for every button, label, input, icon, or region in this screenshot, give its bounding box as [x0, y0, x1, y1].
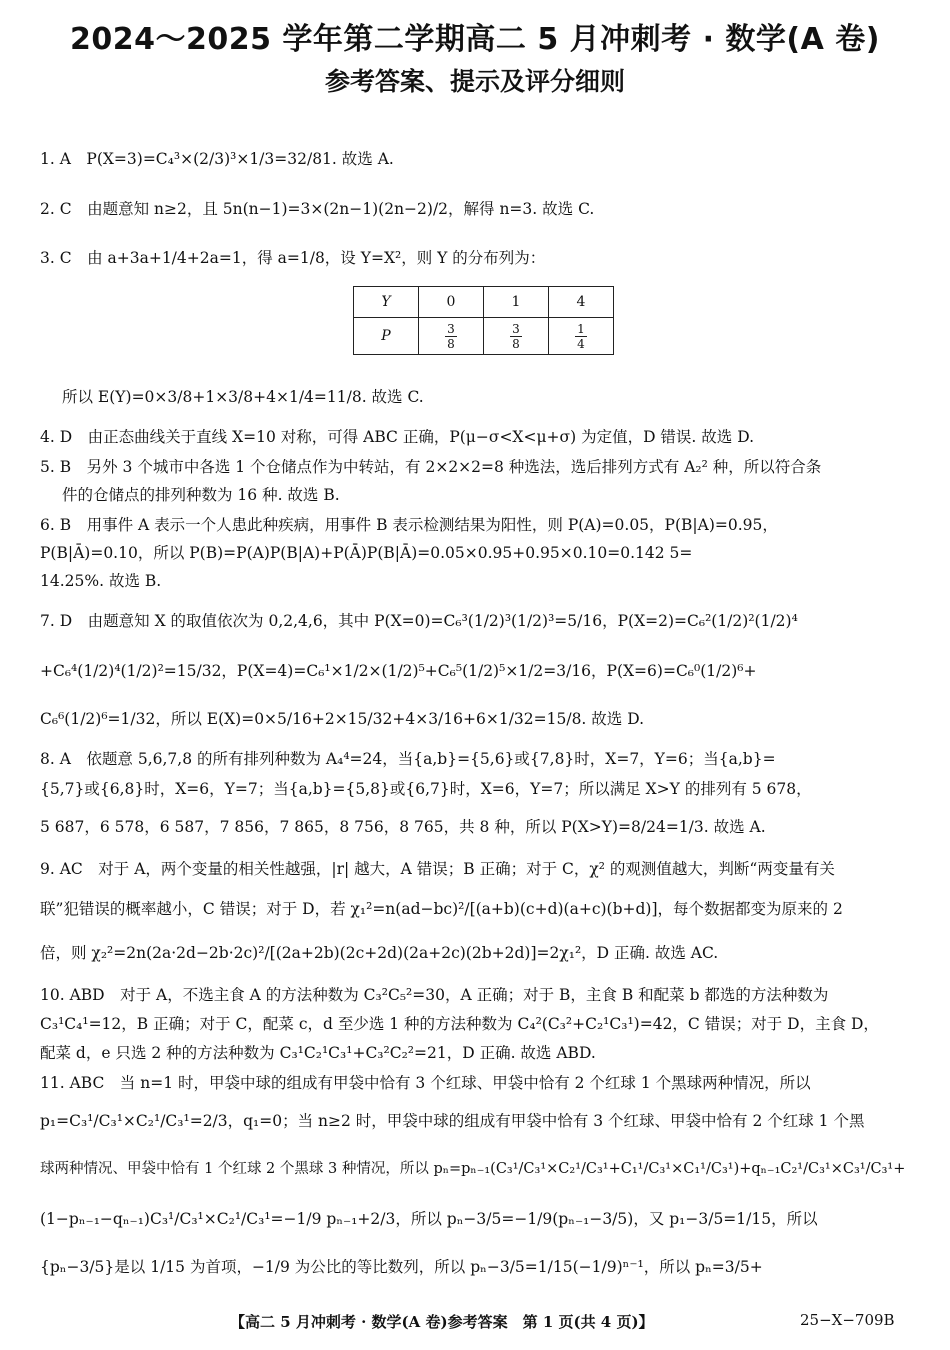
footer-code: 25−X−709B: [800, 1311, 895, 1329]
answer-10-cont: C₃¹C₄¹=12，B 正确；对于 C，配菜 c，d 至少选 1 种的方法种数为 C₄²(C₃²+C₂¹C₃¹)=42，C 错误；对于 D，主食 D，: [40, 1015, 879, 1033]
answer-6-cont: P(B|Ā)=0.10，所以 P(B)=P(A)P(B|A)+P(Ā)P(B|Ā)=0.05×0.95+0.95×0.10=0.142 5=: [40, 544, 693, 562]
answer-3: 3. C 由 a+3a+1/4+2a=1，得 a=1/8，设 Y=X²，则 Y 的分布列为：: [40, 249, 546, 267]
fraction: $\frac{3}{8}$: [447, 321, 455, 351]
table-row: [354, 318, 614, 355]
table-cell: 0: [419, 287, 484, 318]
answer-7-cont: +C₆⁴(1/2)⁴(1/2)²=15/32，P(X=4)=C₆¹×1/2×(1/2)⁵+C₆⁵(1/2)⁵×1/2=3/16，P(X=6)=C₆⁰(1/2)⁶+: [40, 662, 757, 680]
fraction: $\frac{3}{8}$: [512, 321, 520, 351]
answer-10-cont2: 配菜 d，e 只选 2 种的方法种数为 C₃¹C₂¹C₃¹+C₃²C₂²=21，D 正确. 故选 ABD.: [40, 1044, 596, 1062]
answer-9: 9. AC 对于 A，两个变量的相关性越强，|r| 越大，A 错误；B 正确；对于 C，χ² 的观测值越大，判断“两变量有关: [40, 860, 835, 878]
answer-1: 1. A P(X=3)=C₄³×(2/3)³×1/3=32/81. 故选 A.: [40, 150, 394, 168]
fraction: $\frac{1}{4}$: [577, 321, 585, 351]
table-cell: 1: [484, 287, 549, 318]
table-row: [354, 287, 614, 318]
answer-8-cont2: 5 687，6 578，6 587，7 856，7 865，8 756，8 765，共 8 种，所以 P(X>Y)=8/24=1/3. 故选 A.: [40, 818, 766, 836]
answer-10: 10. ABD 对于 A，不选主食 A 的方法种数为 C₃²C₅²=30，A 正确；对于 B，主食 B 和配菜 b 都选的方法种数为: [40, 986, 829, 1004]
answer-8-cont: {5,7}或{6,8}时，X=6，Y=7；当{a,b}={5,8}或{6,7}时，X=6，Y=7；所以满足 X>Y 的排列有 5 678，: [40, 780, 812, 798]
answer-8: 8. A 依题意 5,6,7,8 的所有排列种数为 A₄⁴=24，当{a,b}={5,6}或{7,8}时，X=7，Y=6；当{a,b}=: [40, 750, 776, 768]
answer-7-cont2: C₆⁶(1/2)⁶=1/32，所以 E(X)=0×5/16+2×15/32+4×3/16+6×1/32=15/8. 故选 D.: [40, 710, 645, 728]
answer-2: 2. C 由题意知 n≥2，且 5n(n−1)=3×(2n−1)(2n−2)/2，解得 n=3. 故选 C.: [40, 200, 595, 218]
answer-9-cont: 联”犯错误的概率越小，C 错误；对于 D，若 χ₁²=n(ad−bc)²/[(a+b)(c+d)(a+c)(b+d)]，每个数据都变为原来的 2: [40, 900, 843, 918]
table-cell: [419, 318, 484, 355]
answer-11-cont2: 球两种情况、甲袋中恰有 1 个红球 2 个黑球 3 种情况，所以 pₙ=pₙ₋₁(C₃¹/C₃¹×C₂¹/C₃¹+C₁¹/C₃¹×C₁¹/C₃¹)+qₙ₋₁C₂¹/C₃¹×C₃¹/C₃¹+: [40, 1161, 906, 1177]
table-cell: [484, 318, 549, 355]
answer-3-cont: 所以 E(Y)=0×3/8+1×3/8+4×1/4=11/8. 故选 C.: [62, 388, 424, 406]
table-cell: Y: [354, 287, 419, 318]
page-subtitle: 参考答案、提示及评分细则: [324, 67, 625, 96]
footer-text: 【高二 5 月冲刺考 · 数学(A 卷)参考答案 第 1 页(共 4 页)】: [230, 1313, 654, 1331]
answer-9-cont2: 倍，则 χ₂²=2n(2a·2d−2b·2c)²/[(2a+2b)(2c+2d)(2a+2c)(2b+2d)]=2χ₁²，D 正确. 故选 AC.: [40, 944, 719, 962]
answer-11-cont4: {pₙ−3/5}是以 1/15 为首项，−1/9 为公比的等比数列，所以 pₙ−3/5=1/15(−1/9)ⁿ⁻¹，所以 pₙ=3/5+: [40, 1258, 763, 1276]
table-cell: P: [354, 318, 419, 355]
answer-6-cont2: 14.25%. 故选 B.: [40, 572, 162, 590]
answer-4: 4. D 由正态曲线关于直线 X=10 对称，可得 ABC 正确，P(μ−σ<X<μ+σ) 为定值，D 错误. 故选 D.: [40, 428, 755, 446]
answer-11-cont: p₁=C₃¹/C₃¹×C₂¹/C₃¹=2/3，q₁=0；当 n≥2 时，甲袋中球的组成有甲袋中恰有 3 个红球、甲袋中恰有 2 个红球 1 个黑: [40, 1112, 865, 1130]
answer-11-cont3: (1−pₙ₋₁−qₙ₋₁)C₃¹/C₃¹×C₂¹/C₃¹=−1/9 pₙ₋₁+2/3，所以 pₙ−3/5=−1/9(pₙ₋₁−3/5)，又 p₁−3/5=1/15，所以: [40, 1210, 818, 1228]
answer-7: 7. D 由题意知 X 的取值依次为 0,2,4,6，其中 P(X=0)=C₆³(1/2)³(1/2)³=5/16，P(X=2)=C₆²(1/2)²(1/2)⁴: [40, 612, 798, 630]
answer-6: 6. B 用事件 A 表示一个人患此种疾病，用事件 B 表示检测结果为阳性，则 P(A)=0.05，P(B|A)=0.95，: [40, 516, 778, 534]
table-cell: 4: [549, 287, 614, 318]
answer-5: 5. B 另外 3 个城市中各选 1 个仓储点作为中转站，有 2×2×2=8 种选法，选后排列方式有 A₂² 种，所以符合条: [40, 458, 822, 476]
answer-5-cont: 件的仓储点的排列种数为 16 种. 故选 B.: [62, 486, 340, 504]
table-cell: [549, 318, 614, 355]
answer-11: 11. ABC 当 n=1 时，甲袋中球的组成有甲袋中恰有 3 个红球、甲袋中恰有 2 个红球 1 个黑球两种情况，所以: [40, 1074, 811, 1092]
page-title: 2024～2025 学年第二学期高二 5 月冲刺考 · 数学(A 卷): [69, 22, 881, 57]
distribution-table: [353, 286, 614, 355]
